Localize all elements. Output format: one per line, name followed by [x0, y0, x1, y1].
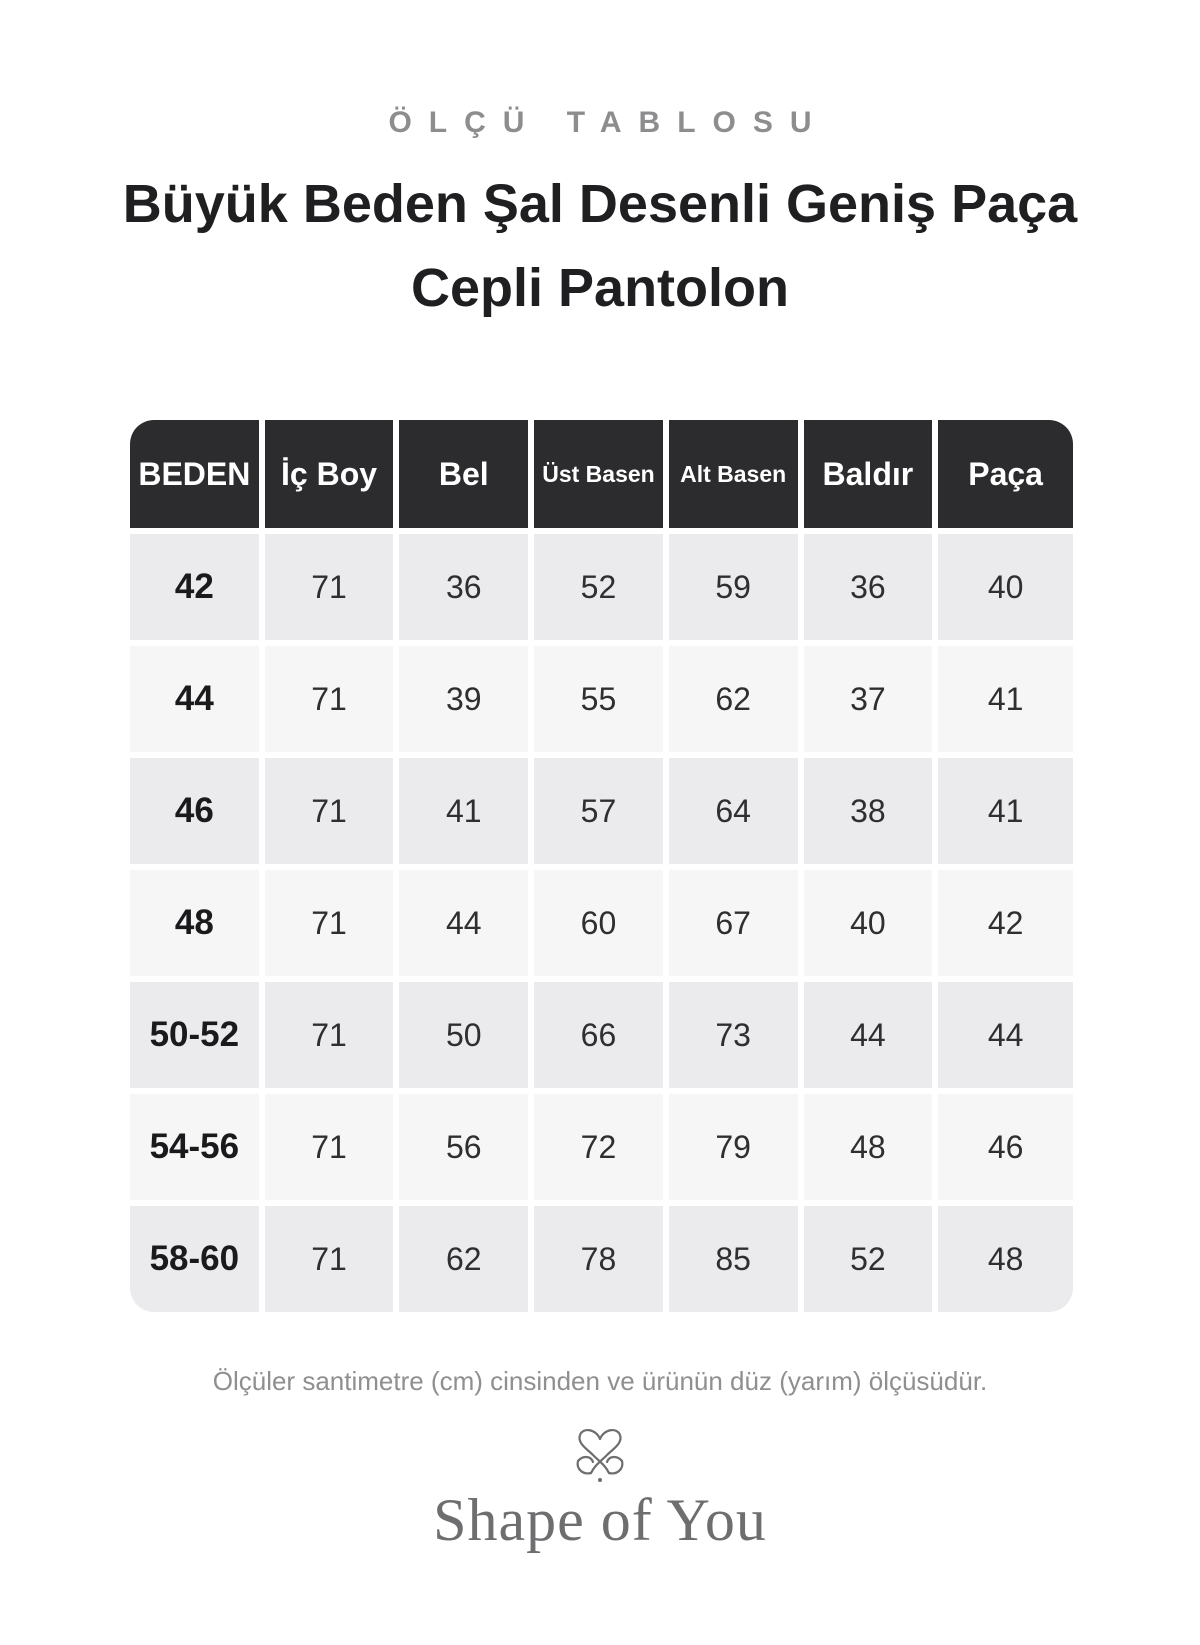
table-cell: 71: [265, 646, 400, 758]
intertwined-hearts-logo-icon: [569, 1425, 631, 1485]
table-cell: 36: [399, 534, 534, 646]
table-cell: 37: [804, 646, 939, 758]
table-cell: 48: [804, 1094, 939, 1206]
table-cell: 52: [534, 534, 669, 646]
table-cell: 73: [669, 982, 804, 1094]
column-header-ic-boy: İç Boy: [265, 420, 400, 534]
table-cell: 71: [265, 982, 400, 1094]
table-cell: 85: [669, 1206, 804, 1312]
size-cell: 54-56: [130, 1094, 265, 1206]
size-chart-table: [130, 420, 1073, 1312]
page-eyebrow: ÖLÇÜ TABLOSU: [388, 106, 829, 139]
table-cell: 59: [669, 534, 804, 646]
table-cell: 41: [938, 758, 1073, 870]
column-header-alt-basen: Alt Basen: [669, 420, 804, 534]
table-row: [130, 1206, 1073, 1312]
page-title: Büyük Beden Şal Desenli Geniş Paça Cepli Pantolon: [122, 174, 1078, 318]
table-cell: 78: [534, 1206, 669, 1312]
table-cell: 42: [938, 870, 1073, 982]
table-cell: 79: [669, 1094, 804, 1206]
column-header-beden: BEDEN: [130, 420, 265, 534]
table-row: [130, 758, 1073, 870]
column-header-baldir: Baldır: [804, 420, 939, 534]
table-cell: 71: [265, 1094, 400, 1206]
table-cell: 71: [265, 758, 400, 870]
table-cell: 64: [669, 758, 804, 870]
column-header-paca: Paça: [938, 420, 1073, 534]
size-cell: 44: [130, 646, 265, 758]
table-cell: 46: [938, 1094, 1073, 1206]
table-cell: 44: [804, 982, 939, 1094]
table-cell: 36: [804, 534, 939, 646]
column-header-ust-basen: Üst Basen: [534, 420, 669, 534]
table-header-row: [130, 420, 1073, 534]
table-cell: 71: [265, 1206, 400, 1312]
table-row: [130, 870, 1073, 982]
table-row: [130, 982, 1073, 1094]
size-cell: 42: [130, 534, 265, 646]
table-cell: 66: [534, 982, 669, 1094]
table-cell: 57: [534, 758, 669, 870]
table-cell: 52: [804, 1206, 939, 1312]
table-cell: 56: [399, 1094, 534, 1206]
table-cell: 71: [265, 534, 400, 646]
brand-wordmark: Shape of You: [433, 1487, 767, 1553]
table-row: [130, 1094, 1073, 1206]
table-cell: 55: [534, 646, 669, 758]
table-cell: 62: [669, 646, 804, 758]
measurement-note: Ölçüler santimetre (cm) cinsinden ve ürünün düz (yarım) ölçüsüdür.: [212, 1366, 988, 1396]
table-cell: 71: [265, 870, 400, 982]
table-row: [130, 646, 1073, 758]
size-cell: 50-52: [130, 982, 265, 1094]
table-cell: 40: [804, 870, 939, 982]
table-cell: 41: [399, 758, 534, 870]
table-cell: 60: [534, 870, 669, 982]
table-cell: 62: [399, 1206, 534, 1312]
size-cell: 58-60: [130, 1206, 265, 1312]
table-cell: 48: [938, 1206, 1073, 1312]
table-cell: 44: [938, 982, 1073, 1094]
column-header-bel: Bel: [399, 420, 534, 534]
size-cell: 48: [130, 870, 265, 982]
table-cell: 39: [399, 646, 534, 758]
table-cell: 40: [938, 534, 1073, 646]
size-cell: 46: [130, 758, 265, 870]
table-cell: 44: [399, 870, 534, 982]
table-cell: 41: [938, 646, 1073, 758]
table-row: [130, 534, 1073, 646]
table-cell: 50: [399, 982, 534, 1094]
table-cell: 67: [669, 870, 804, 982]
table-cell: 38: [804, 758, 939, 870]
table-cell: 72: [534, 1094, 669, 1206]
